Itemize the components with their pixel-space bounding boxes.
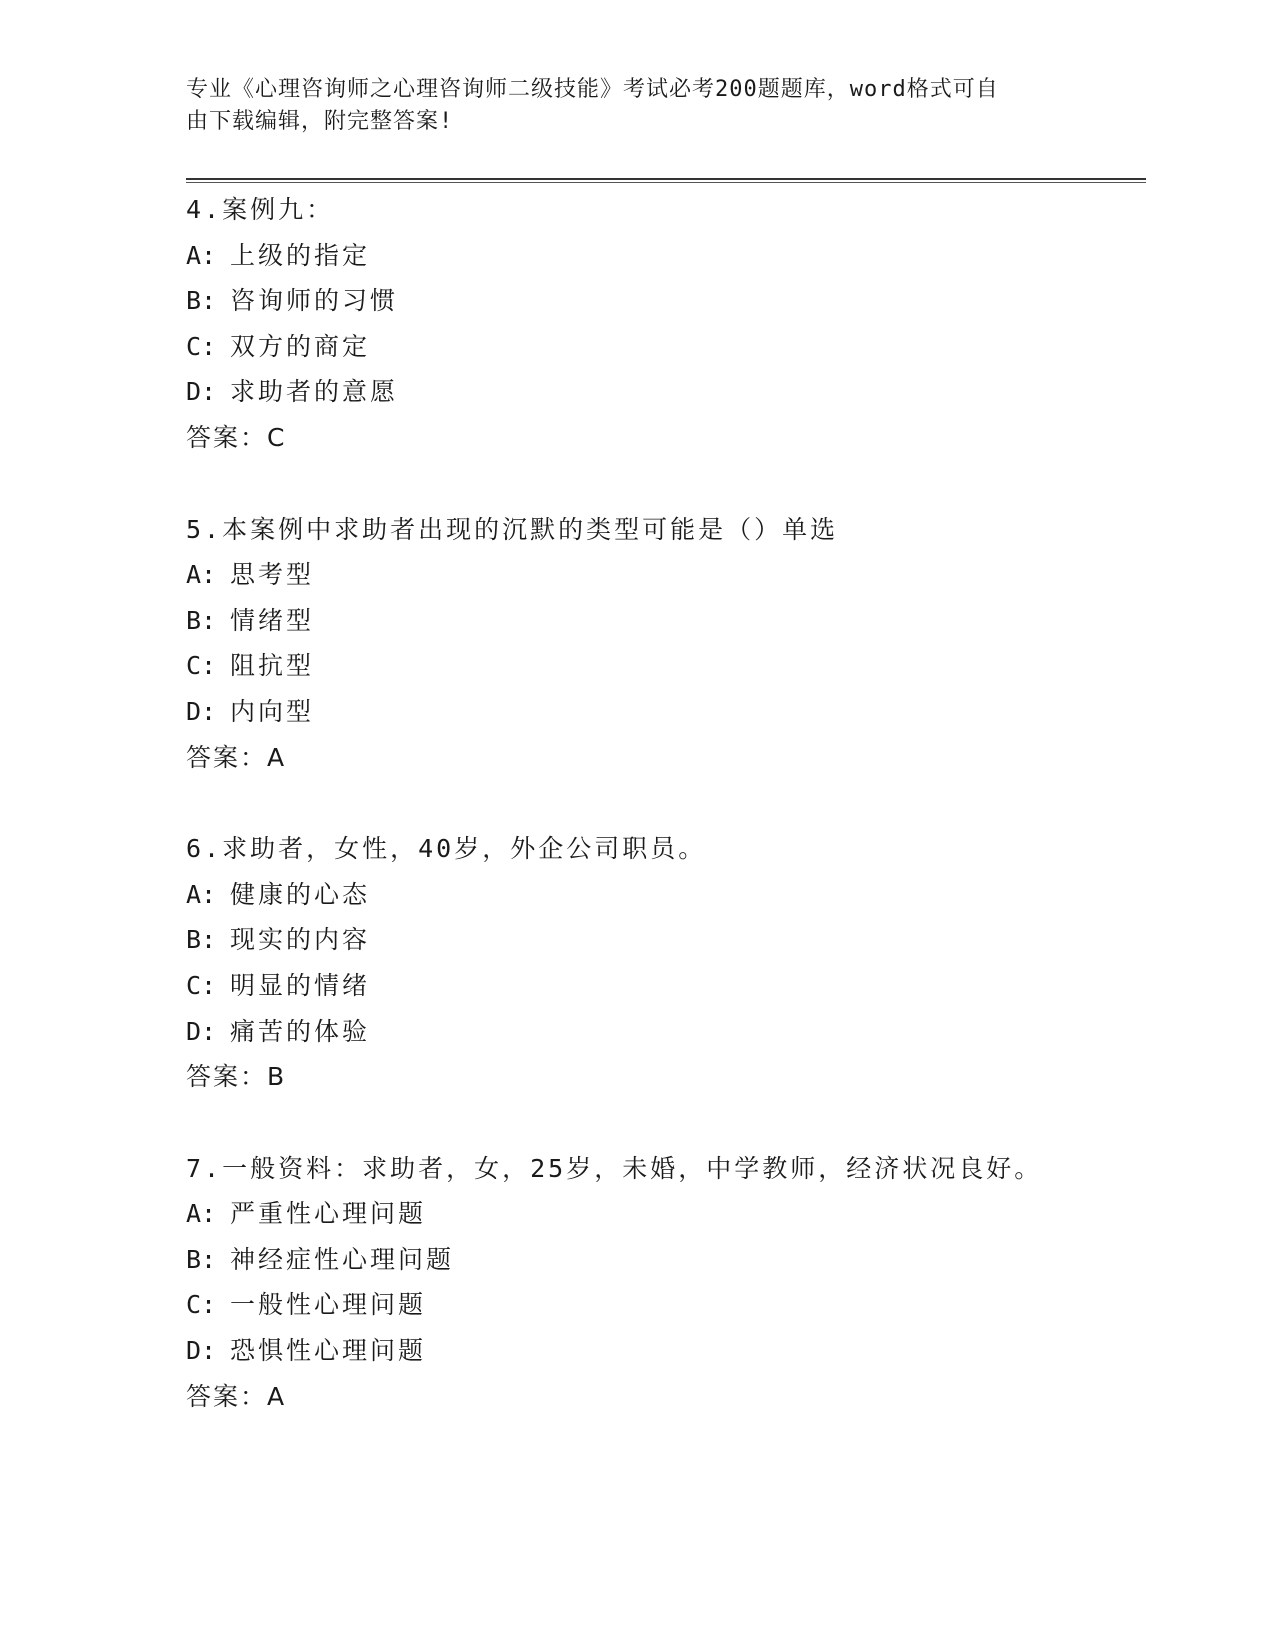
- option-b: [186, 278, 1146, 324]
- option-text: 明显的情绪: [230, 970, 371, 1000]
- option-key: B:: [186, 925, 217, 955]
- question-title: 7.一般资料：求助者，女，25岁，未婚，中学教师，经济状况良好。: [186, 1153, 1043, 1183]
- question-title: 4.案例九：: [186, 195, 335, 224]
- option-key: C:: [186, 651, 217, 681]
- option-d: [186, 369, 1146, 415]
- option-d: [186, 1009, 1146, 1055]
- option-key: D:: [186, 1016, 217, 1046]
- option-c: [186, 963, 1146, 1009]
- answer-line: 答案：C: [186, 422, 287, 452]
- option-key: C:: [186, 331, 217, 361]
- option-text: 咨询师的习惯: [230, 286, 399, 316]
- option-text: 上级的指定: [230, 240, 371, 270]
- option-c: [186, 324, 1146, 370]
- option-text: 现实的内容: [230, 925, 371, 955]
- answer-line: 答案：A: [186, 742, 287, 772]
- option-b: [186, 917, 1146, 963]
- option-text: 严重性心理问题: [230, 1199, 427, 1229]
- option-key: A:: [186, 240, 217, 270]
- option-d: [186, 689, 1146, 735]
- option-c: [186, 1282, 1146, 1328]
- option-a: [186, 552, 1146, 598]
- answer-line: 答案：B: [186, 1062, 287, 1092]
- option-c: [186, 643, 1146, 689]
- intro-line-2: 由下载编辑，附完整答案!: [186, 109, 454, 134]
- option-key: C:: [186, 970, 217, 1000]
- option-text: 内向型: [230, 696, 315, 726]
- option-key: B:: [186, 1244, 217, 1274]
- option-b: [186, 1237, 1146, 1283]
- option-text: 恐惧性心理问题: [230, 1336, 427, 1366]
- option-key: C:: [186, 1290, 217, 1320]
- option-a: [186, 233, 1146, 279]
- option-text: 神经症性心理问题: [230, 1244, 455, 1274]
- option-text: 情绪型: [230, 605, 315, 635]
- option-key: B:: [186, 605, 217, 635]
- answer-line: 答案：A: [186, 1381, 287, 1411]
- option-b: [186, 598, 1146, 644]
- document-intro: [186, 74, 1066, 138]
- intro-line-1: 专业《心理咨询师之心理咨询师二级技能》考试必考200题题库，word格式可自: [186, 77, 999, 102]
- question-item: [186, 826, 1146, 1100]
- option-text: 痛苦的体验: [230, 1016, 371, 1046]
- option-key: A:: [186, 560, 217, 590]
- question-title: 6.求助者，女性，40岁，外企公司职员。: [186, 834, 707, 864]
- option-text: 阻抗型: [230, 651, 315, 681]
- option-key: D:: [186, 377, 217, 407]
- option-a: [186, 1191, 1146, 1237]
- header-divider: [186, 178, 1146, 184]
- option-key: D:: [186, 696, 217, 726]
- option-text: 双方的商定: [230, 331, 371, 361]
- question-item: [186, 187, 1146, 461]
- question-title: 5.本案例中求助者出现的沉默的类型可能是（）单选: [186, 514, 839, 544]
- option-key: A:: [186, 1199, 217, 1229]
- question-item: [186, 507, 1146, 781]
- option-a: [186, 872, 1146, 918]
- option-text: 求助者的意愿: [230, 377, 399, 407]
- option-key: A:: [186, 879, 217, 909]
- question-list: [186, 187, 1146, 1465]
- question-item: [186, 1146, 1146, 1420]
- option-d: [186, 1328, 1146, 1374]
- option-text: 健康的心态: [230, 879, 371, 909]
- option-key: B:: [186, 286, 217, 316]
- option-key: D:: [186, 1336, 217, 1366]
- option-text: 一般性心理问题: [230, 1290, 427, 1320]
- option-text: 思考型: [230, 560, 315, 590]
